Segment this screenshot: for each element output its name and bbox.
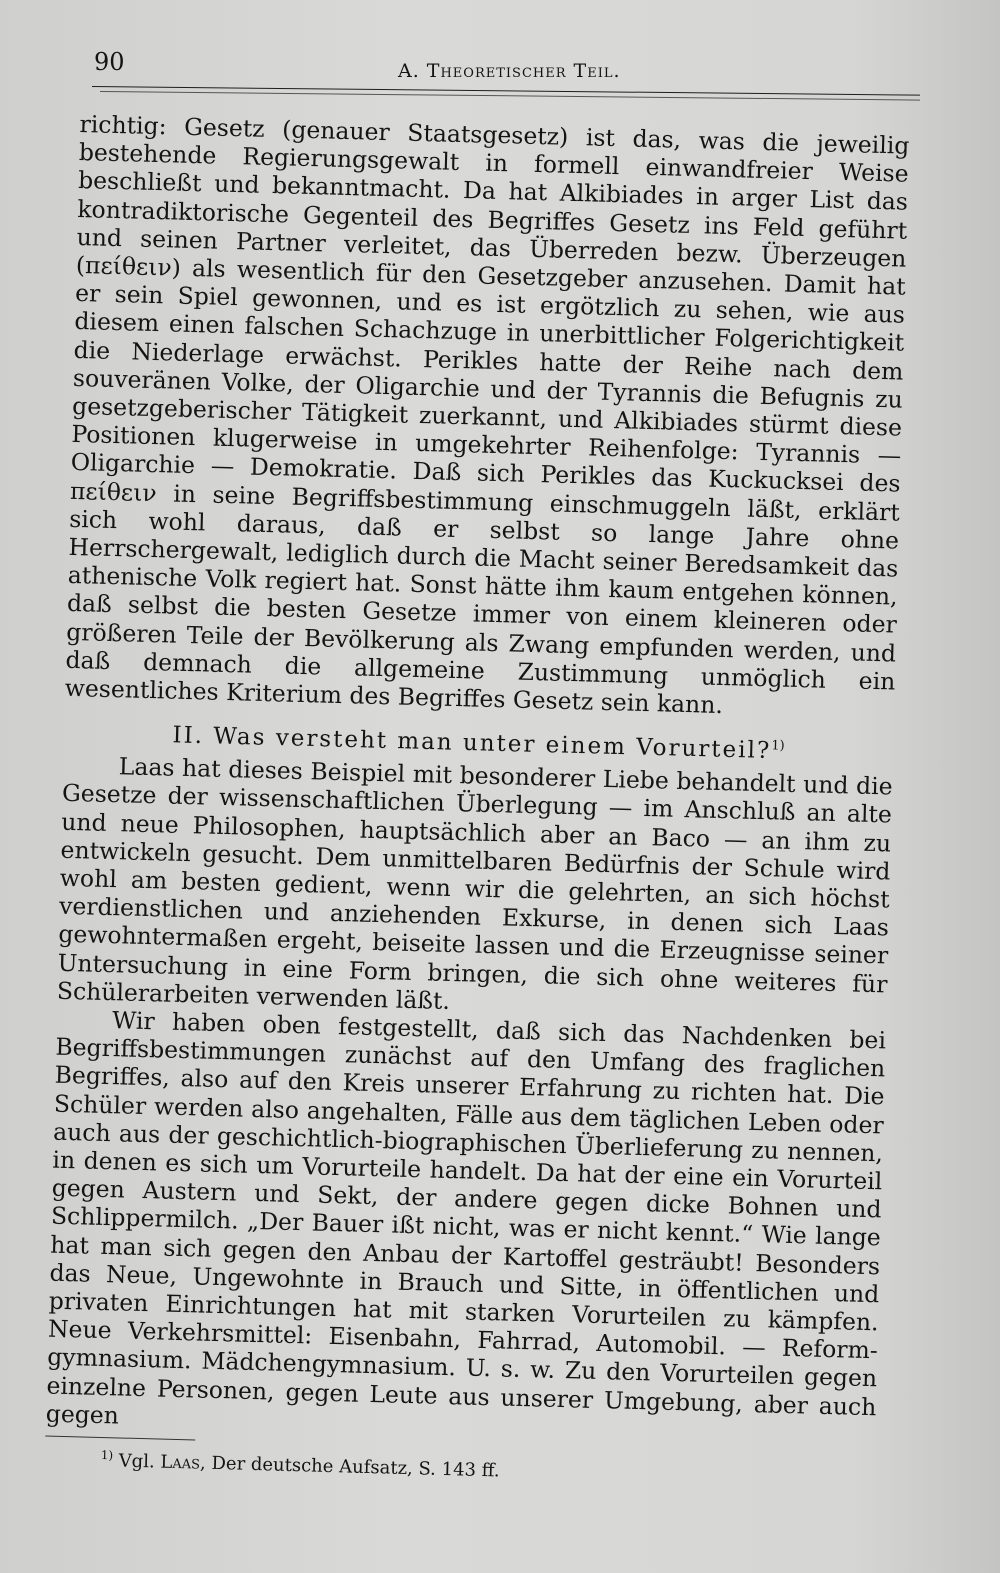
paragraph-1: richtig: Gesetz (genauer Staatsgesetz) ist das, was die jeweilig bestehende Regierungsgewalt in formell einwandfreier Weise beschließt und bekanntmacht. Da hat Alkibiades in arger List das kontradiktorische Gegenteil des Begriffes Gesetz ins Feld geführt und seinen Partner verleitet, das Überreden bezw. Überzeugen (πείθειν) als wesentlich für den Gesetzgeber anzusehen. Damit hat er sein Spiel gewonnen, und es ist ergötzlich zu sehen, wie aus diesem einen falschen Schachzuge in unerbittlicher Folgerichtigkeit die Niederlage erwächst. Perikles hatte der Reihe nach dem souveränen Volke, der Oligarchie und der Tyrannis die Befugnis zu gesetzgeberischer Tätigkeit zuerkannt, und Alkibiades stürmt diese Positionen klugerweise in umgekehrter Reihenfolge: Tyrannis — Oligarchie — Demokratie. Daß sich Perikles das Kuckucksei des πείθειν in seine Begriffsbestimmung einschmuggeln läßt, erklärt sich wohl daraus, daß er selbst so lange Jahre ohne Herrschergewalt, lediglich durch die Macht seiner Beredsamkeit das athenische Volk regiert hat. Sonst hätte ihm kaum entgehen können, daß selbst die besten Gesetze immer von einem kleineren oder größeren Teile der Bevölkerung als Zwang empfunden werden, und daß demnach die allgemeine Zustimmung unmöglich ein wesentliches Kriterium des Begriffes Gesetz sein kann. (64, 110, 910, 720)
footnote-author: Laas, (160, 1451, 207, 1474)
footnote-text-before: Vgl. (118, 1450, 155, 1473)
paragraph-2: Laas hat dieses Beispiel mit besonderer Liebe behandelt und die Gesetze der wissenschaftlichen Überlegung — im Anschluß an alte und neue Philosophen, hauptsächlich aber an Baco — an ihm zu entwickeln gesucht. Dem unmittelbaren Bedürfnis der Schule wird wohl am besten gedient, wenn wir die gelehrten, an sich höchst verdienstlichen und anziehenden Exkurse, in denen sich Laas gewohntermaßen ergeht, beiseite lassen und die Erzeugnisse seiner Untersuchung in eine Form bringen, die sich ohne weiteres für Schülerarbeiten verwenden läßt. (56, 752, 893, 1015)
paragraph-3: Wir haben oben festgestellt, daß sich das Nachdenken bei Begriffsbestimmungen zunächst auf den Umfang des fraglichen Begriffes, also auf den Kreis unserer Erfahrung zu richten hat. Die Schüler werden also angehalten, Fälle aus dem täglichen Leben oder auch aus der geschichtlich-biographischen Überlieferung zu nennen, in denen es sich um Vorurteile handelt. Da hat der eine ein Vorurteil gegen Austern und Sekt, der andere gegen dicke Bohnen und Schlippermilch. „Der Bauer ißt nicht, was er nicht kennt.“ Wie lange hat man sich gegen den Anbau der Kartoffel gesträubt! Besonders das Neue, Ungewohnte in Brauch und Sitte, in öffentlichen und privaten Einrichtungen hat mit starken Vorurteilen zu kämpfen. Neue Verkehrsmittel: Eisenbahn, Fahrrad, Automobil. — Reformgymnasium. Mädchengymnasium. U. s. w. Zu den Vorurteilen gegen einzelne Personen, gegen Leute aus unserer Umgebung, aber auch gegen (45, 1006, 887, 1430)
footnote-text-after: Der deutsche Aufsatz, S. 143 ff. (211, 1452, 500, 1482)
section-heading-text: II. Was versteht man unter einem Vorurteil? (172, 722, 772, 765)
footnote-rule (45, 1436, 195, 1441)
header-rule (92, 86, 920, 96)
main-text (44, 110, 909, 1492)
running-head: A. Theoretischer Teil. (398, 60, 621, 82)
footnote-reference: 1) (771, 738, 785, 754)
footnote-mark: 1) (100, 1448, 114, 1463)
footnote (44, 1443, 874, 1493)
page-number: 90 (94, 48, 125, 76)
